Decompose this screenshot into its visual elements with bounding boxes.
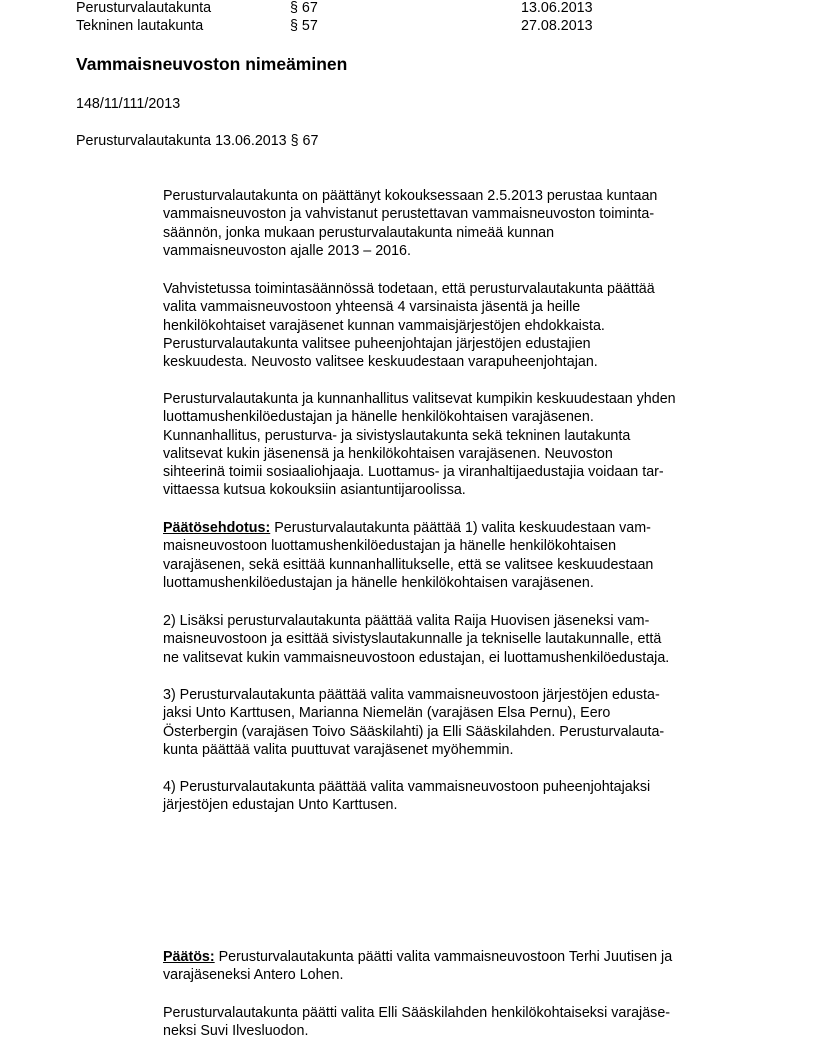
paragraph-line: sihteerinä toimii sosiaaliohjaaja. Luottamus- ja viranhaltijaedustajia voidaan tar- — [163, 464, 664, 481]
paragraph — [163, 519, 653, 592]
header-row-body: Perusturvalautakunta — [76, 0, 212, 16]
paragraph-line — [163, 519, 653, 537]
paragraph-line: Perusturvalautakunta valitsee puheenjohtajan järjestöjen edustajien — [163, 335, 591, 352]
paragraph-line: keskuudesta. Neuvosto valitsee keskuudestaan varapuheenjohtajan. — [163, 354, 598, 371]
paragraph-line: 4) Perusturvalautakunta päättää valita vammaisneuvostoon puheenjohtajaksi — [163, 779, 651, 795]
header-row-date: 27.08.2013 — [521, 18, 593, 34]
paragraph — [163, 280, 655, 371]
paragraph — [163, 686, 664, 759]
paragraph-line: järjestöjen edustajan Unto Karttusen. — [163, 797, 398, 814]
header-row-section: § 67 — [290, 0, 318, 16]
paragraph-line: Perusturvalautakunta ja kunnanhallitus valitsevat kumpikin keskuudestaan yhden — [163, 391, 676, 407]
paragraph-line: luottamushenkilöedustajan ja hänelle henkilökohtaisen varajäsenen. — [163, 409, 594, 426]
paragraph-line: ne valitsevat kukin vammaisneuvostoon edustajan, ei luottamushenkilöedustaja. — [163, 649, 670, 666]
header-row-body: Tekninen lautakunta — [76, 18, 204, 34]
paragraph-line: henkilökohtaiset varajäsenet kunnan vammaisjärjestöjen ehdokkaista. — [163, 317, 605, 334]
header-row-section: § 57 — [290, 18, 318, 34]
paragraph-line: valitsevat kukin jäsenensä ja henkilökohtaisen varajäsenen. Neuvoston — [163, 445, 613, 462]
paragraph-line: jaksi Unto Karttusen, Marianna Niemelän (varajäsen Elsa Pernu), Eero — [163, 705, 611, 722]
paragraph-line: 2) Lisäksi perusturvalautakunta päättää valita Raija Huovisen jäseneksi vam- — [163, 613, 650, 629]
page-title: Vammaisneuvoston nimeäminen — [76, 54, 348, 74]
meeting-reference: Perusturvalautakunta 13.06.2013 § 67 — [76, 133, 319, 149]
paragraph-line: vammaisneuvoston ja vahvistanut perustettavan vammaisneuvoston toiminta- — [163, 206, 655, 223]
paragraph-line: maisneuvostoon luottamushenkilöedustajan ja hänelle henkilökohtaisen — [163, 538, 617, 555]
reference-number: 148/11/111/2013 — [76, 96, 181, 112]
paragraph-line: Vahvistetussa toimintasäännössä todetaan, että perusturvalautakunta päättää — [163, 281, 655, 297]
header-row-date: 13.06.2013 — [521, 0, 593, 16]
paragraph-line: 3) Perusturvalautakunta päättää valita vammaisneuvostoon järjestöjen edusta- — [163, 687, 660, 703]
section-label: Päätösehdotus: — [163, 520, 271, 536]
section-label: Päätös: — [163, 949, 215, 965]
paragraph — [163, 778, 650, 815]
paragraph-line: säännön, jonka mukaan perusturvalautakunta nimeää kunnan — [163, 224, 555, 241]
paragraph-line: vammaisneuvoston ajalle 2013 – 2016. — [163, 242, 411, 259]
paragraph-line: varajäsenen, sekä esittää kunnanhallitukselle, että se valitsee keskuudestaan — [163, 556, 654, 573]
paragraph-line — [163, 948, 672, 966]
paragraph-text: Perusturvalautakunta päättää 1) valita keskuudestaan vam- — [270, 520, 651, 536]
paragraph-line: Österbergin (varajäsen Toivo Sääskilahti) ja Elli Sääskilahden. Perusturvalauta- — [163, 723, 665, 740]
paragraph-line: neksi Suvi Ilvesluodon. — [163, 1023, 309, 1040]
paragraph-line: maisneuvostoon ja esittää sivistyslautakunnalle ja tekniselle lautakunnalle, että — [163, 631, 662, 648]
paragraph — [163, 1004, 670, 1041]
paragraph-line: valita vammaisneuvostoon yhteensä 4 varsinaista jäsentä ja heille — [163, 299, 581, 316]
paragraph — [163, 612, 669, 667]
paragraph-line: kunta päättää valita puuttuvat varajäsenet myöhemmin. — [163, 741, 514, 758]
paragraph-line: Perusturvalautakunta on päättänyt kokouksessaan 2.5.2013 perustaa kuntaan — [163, 188, 658, 204]
paragraph — [163, 948, 672, 985]
paragraph-line: luottamushenkilöedustajan ja hänelle henkilökohtaisen varajäsenen. — [163, 574, 594, 591]
paragraph-line: vittaessa kutsua kokouksiin asiantuntijaroolissa. — [163, 482, 466, 499]
paragraph — [163, 187, 657, 260]
paragraph-line: varajäseneksi Antero Lohen. — [163, 967, 344, 984]
paragraph-line: Kunnanhallitus, perusturva- ja sivistyslautakunta sekä tekninen lautakunta — [163, 427, 631, 444]
paragraph-text: Perusturvalautakunta päätti valita vammaisneuvostoon Terhi Juutisen ja — [214, 949, 673, 965]
paragraph — [163, 390, 676, 500]
paragraph-line: Perusturvalautakunta päätti valita Elli Sääskilahden henkilökohtaiseksi varajäse- — [163, 1005, 671, 1021]
